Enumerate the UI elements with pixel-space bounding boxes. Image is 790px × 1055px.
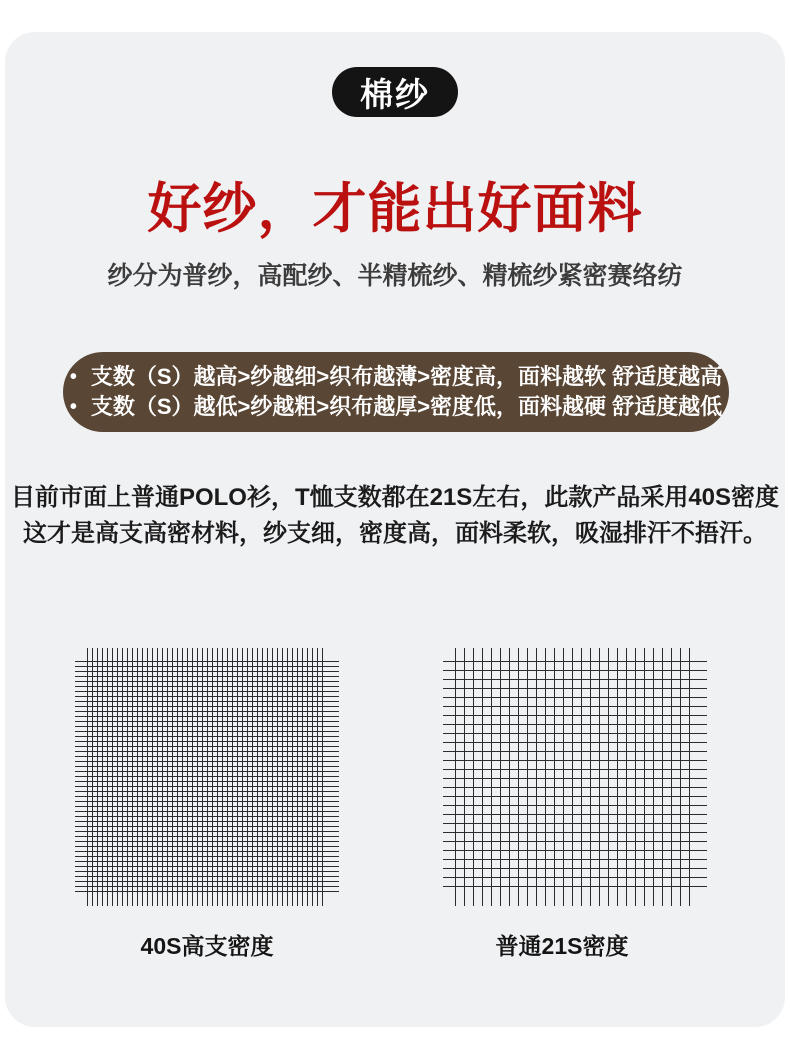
bullet-item-text: 支数（S）越低>纱越粗>织布越厚>密度低，面料越硬 舒适度越低 bbox=[90, 394, 723, 419]
section-badge-label: 棉纱 bbox=[360, 75, 430, 113]
section-badge bbox=[332, 67, 458, 117]
subheading: 纱分为普纱，高配纱、半精梳纱、精梳纱紧密赛络纺 bbox=[107, 262, 683, 290]
mesh-40s-illustration bbox=[75, 648, 339, 906]
bullet-dot-icon: • bbox=[69, 396, 77, 418]
bullet-item-text: 支数（S）越高>纱越细>织布越薄>密度高，面料越软 舒适度越高 bbox=[90, 364, 723, 389]
main-heading: 好纱，才能出好面料 bbox=[147, 179, 643, 239]
mesh-horizontal-threads bbox=[75, 661, 339, 893]
description-line-2: 这才是高支高密材料，纱支细，密度高，面料柔软，吸湿排汗不捂汗。 bbox=[23, 520, 767, 547]
mesh-40s-label: 40S高支密度 bbox=[140, 933, 274, 959]
bullet-dot-icon: • bbox=[69, 366, 77, 388]
mesh-21s-label: 普通21S密度 bbox=[495, 933, 629, 959]
mesh-horizontal-threads bbox=[443, 661, 707, 893]
bullet-item-high-count bbox=[70, 364, 722, 390]
yarn-count-info-box bbox=[63, 352, 729, 432]
mesh-21s-illustration bbox=[443, 648, 707, 906]
bullet-item-low-count bbox=[70, 394, 722, 420]
content-card bbox=[5, 32, 785, 1027]
description-line-1: 目前市面上普通POLO衫，T恤支数都在21S左右，此款产品采用40S密度 bbox=[10, 484, 780, 511]
description-paragraph bbox=[5, 480, 785, 552]
